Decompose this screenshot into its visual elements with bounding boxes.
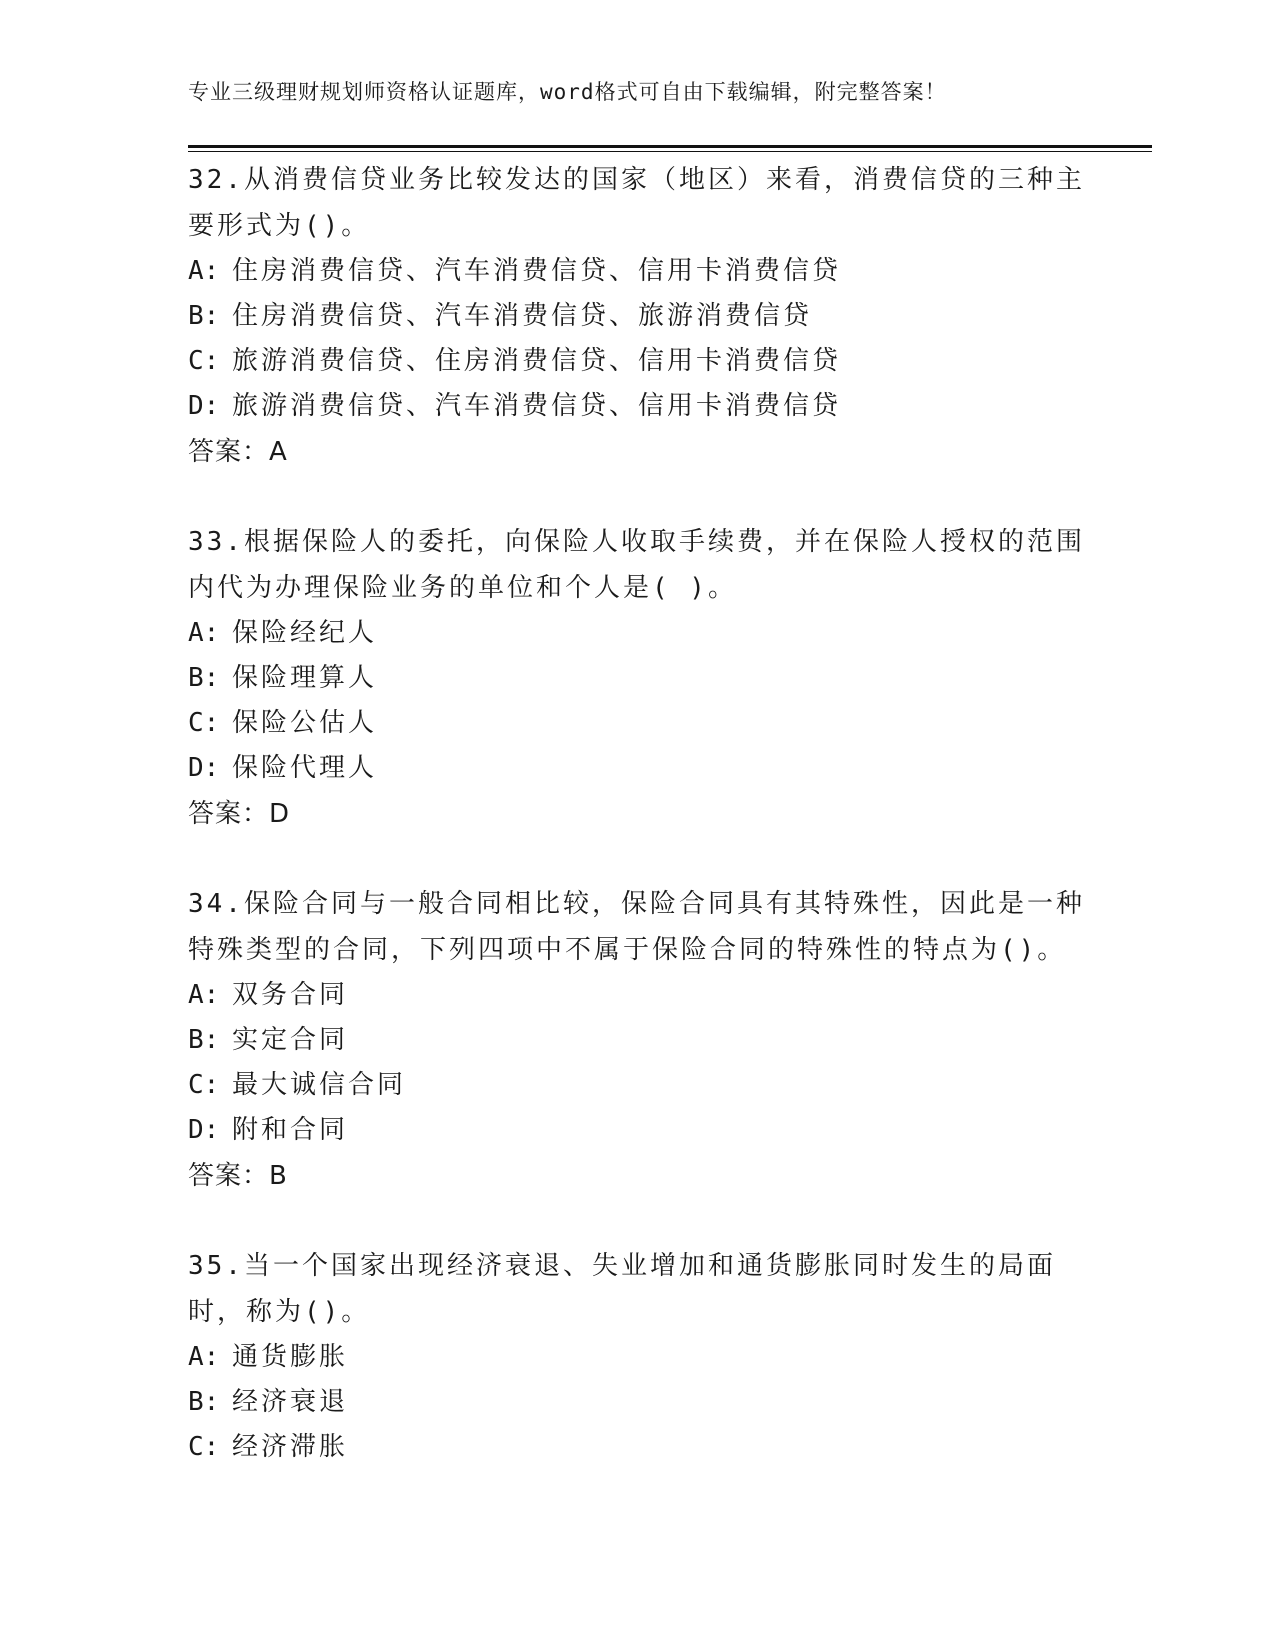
option-text: 通货膨胀	[232, 1342, 349, 1372]
option-letter: B:	[188, 1387, 220, 1417]
option-text: 经济衰退	[232, 1387, 349, 1417]
option-text: 旅游消费信贷、住房消费信贷、信用卡消费信贷	[232, 346, 842, 376]
option-text: 保险公估人	[232, 708, 378, 738]
option-letter: C:	[188, 346, 220, 376]
option-text: 实定合同	[232, 1025, 349, 1055]
option-letter: C:	[188, 1432, 220, 1462]
question-35	[188, 1243, 1088, 1470]
page-header: 专业三级理财规划师资格认证题库，word格式可自由下载编辑，附完整答案！	[188, 80, 947, 104]
option-letter: D:	[188, 753, 220, 783]
option-text: 保险经纪人	[232, 618, 378, 648]
question-gap	[188, 837, 1088, 881]
header-rule-thick	[188, 145, 1152, 148]
option-b	[188, 1380, 1088, 1425]
option-letter: A:	[188, 256, 220, 286]
option-b	[188, 294, 1088, 339]
question-list	[188, 157, 1088, 1470]
option-d	[188, 1108, 1088, 1153]
option-text: 旅游消费信贷、汽车消费信贷、信用卡消费信贷	[232, 391, 842, 421]
option-letter: C:	[188, 1070, 220, 1100]
answer-line: 答案：B	[188, 1161, 288, 1191]
option-c	[188, 339, 1088, 384]
option-letter: B:	[188, 1025, 220, 1055]
option-text: 保险代理人	[232, 753, 378, 783]
option-text: 住房消费信贷、汽车消费信贷、旅游消费信贷	[232, 301, 813, 331]
option-letter: B:	[188, 663, 220, 693]
option-text: 住房消费信贷、汽车消费信贷、信用卡消费信贷	[232, 256, 842, 286]
option-letter: B:	[188, 301, 220, 331]
option-b	[188, 656, 1088, 701]
answer-line: 答案：D	[188, 799, 291, 829]
option-letter: C:	[188, 708, 220, 738]
question-gap	[188, 1199, 1088, 1243]
option-c	[188, 1425, 1088, 1470]
option-text: 最大诚信合同	[232, 1070, 407, 1100]
option-a	[188, 611, 1088, 656]
header-rule-thin	[188, 151, 1152, 152]
option-text: 附和合同	[232, 1115, 349, 1145]
option-b	[188, 1018, 1088, 1063]
question-stem: 32.从消费信贷业务比较发达的国家（地区）来看，消费信贷的三种主要形式为()。	[188, 165, 1085, 241]
option-letter: D:	[188, 1115, 220, 1145]
option-letter: A:	[188, 980, 220, 1010]
question-stem: 33.根据保险人的委托，向保险人收取手续费，并在保险人授权的范围内代为办理保险业务的单位和个人是( )。	[188, 527, 1085, 603]
question-33	[188, 519, 1088, 837]
question-gap	[188, 475, 1088, 519]
option-a	[188, 973, 1088, 1018]
question-stem: 34.保险合同与一般合同相比较，保险合同具有其特殊性，因此是一种特殊类型的合同，下列四项中不属于保险合同的特殊性的特点为()。	[188, 889, 1085, 965]
option-d	[188, 384, 1088, 429]
answer-line: 答案：A	[188, 437, 288, 467]
option-letter: D:	[188, 391, 220, 421]
option-text: 经济滞胀	[232, 1432, 349, 1462]
option-a	[188, 249, 1088, 294]
option-text: 保险理算人	[232, 663, 378, 693]
question-stem: 35.当一个国家出现经济衰退、失业增加和通货膨胀同时发生的局面时，称为()。	[188, 1251, 1056, 1327]
question-32	[188, 157, 1088, 475]
question-34	[188, 881, 1088, 1199]
option-c	[188, 1063, 1088, 1108]
option-letter: A:	[188, 618, 220, 648]
option-d	[188, 746, 1088, 791]
option-c	[188, 701, 1088, 746]
option-text: 双务合同	[232, 980, 349, 1010]
option-a	[188, 1335, 1088, 1380]
option-letter: A:	[188, 1342, 220, 1372]
